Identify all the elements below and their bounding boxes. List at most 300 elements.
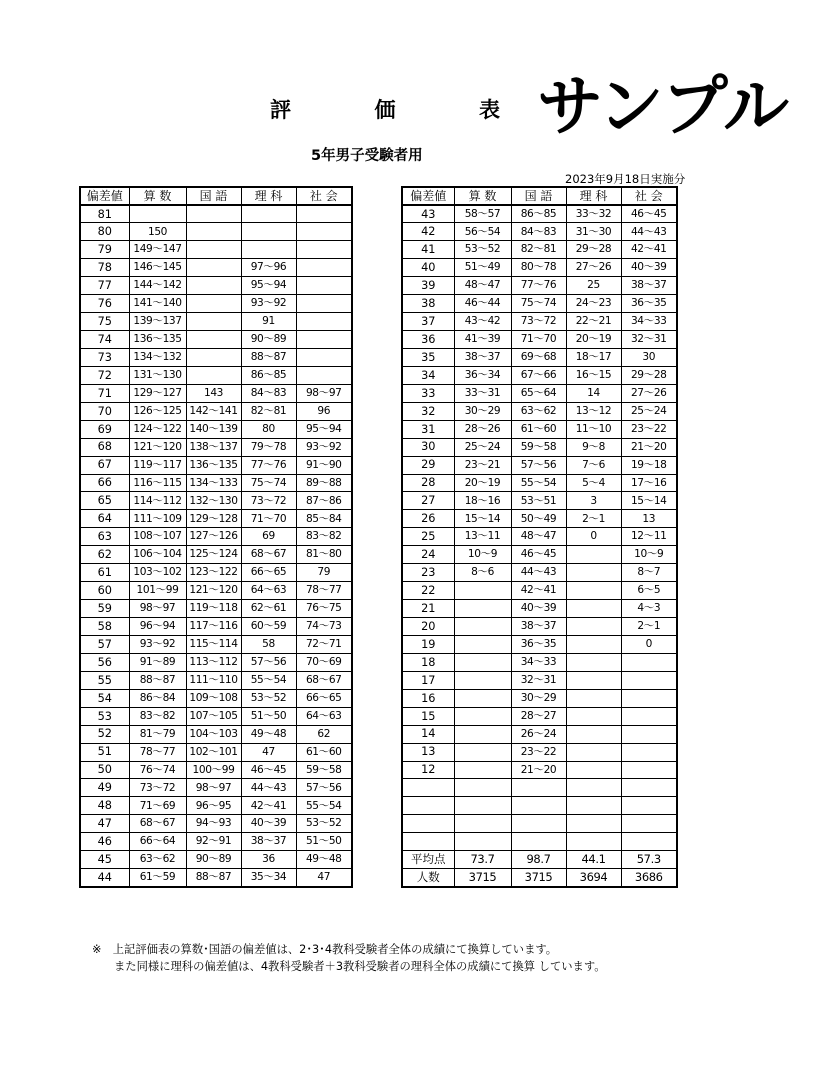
japanese-cell: 55～54 xyxy=(511,474,566,492)
table-row xyxy=(402,833,677,851)
social-cell xyxy=(621,779,677,797)
table-row xyxy=(80,833,352,851)
social-cell: 89～88 xyxy=(296,474,352,492)
deviation-cell: 50 xyxy=(80,761,129,779)
social-cell: 46～45 xyxy=(621,205,677,223)
deviation-cell: 39 xyxy=(402,277,454,295)
deviation-cell: 22 xyxy=(402,582,454,600)
deviation-cell: 63 xyxy=(80,528,129,546)
math-cell xyxy=(454,815,511,833)
science-cell xyxy=(566,779,621,797)
math-cell: 150 xyxy=(129,223,186,241)
japanese-cell: 98～97 xyxy=(186,779,241,797)
japanese-cell: 28～27 xyxy=(511,707,566,725)
science-cell xyxy=(566,671,621,689)
japanese-cell: 36～35 xyxy=(511,635,566,653)
deviation-cell: 80 xyxy=(80,223,129,241)
math-cell: 8～6 xyxy=(454,564,511,582)
social-cell: 36～35 xyxy=(621,295,677,313)
deviation-cell: 38 xyxy=(402,295,454,313)
japanese-cell: 65～64 xyxy=(511,384,566,402)
science-cell: 35～34 xyxy=(241,869,296,887)
science-cell: 86～85 xyxy=(241,366,296,384)
social-cell: 57.3 xyxy=(621,851,677,869)
japanese-cell xyxy=(186,366,241,384)
social-cell: 83～82 xyxy=(296,528,352,546)
deviation-cell: 26 xyxy=(402,510,454,528)
science-cell: 58 xyxy=(241,635,296,653)
math-cell: 91～89 xyxy=(129,653,186,671)
japanese-cell xyxy=(186,259,241,277)
math-cell: 43～42 xyxy=(454,313,511,331)
social-cell: 95～94 xyxy=(296,420,352,438)
table-row xyxy=(402,223,677,241)
science-cell: 84～83 xyxy=(241,384,296,402)
math-cell: 119～117 xyxy=(129,456,186,474)
table-row xyxy=(402,241,677,259)
japanese-cell xyxy=(186,331,241,349)
japanese-cell: 121～120 xyxy=(186,582,241,600)
deviation-cell: 78 xyxy=(80,259,129,277)
math-cell: 18～16 xyxy=(454,492,511,510)
math-cell xyxy=(454,779,511,797)
japanese-cell: 117～116 xyxy=(186,618,241,636)
table-row xyxy=(402,707,677,725)
science-cell: 40～39 xyxy=(241,815,296,833)
math-cell xyxy=(454,653,511,671)
social-cell: 32～31 xyxy=(621,331,677,349)
deviation-cell: 29 xyxy=(402,456,454,474)
japanese-cell: 86～85 xyxy=(511,205,566,223)
deviation-cell: 30 xyxy=(402,438,454,456)
japanese-cell: 73～72 xyxy=(511,313,566,331)
deviation-cell: 58 xyxy=(80,618,129,636)
deviation-cell: 55 xyxy=(80,671,129,689)
math-cell: 10～9 xyxy=(454,546,511,564)
math-cell xyxy=(454,689,511,707)
social-cell: 30 xyxy=(621,348,677,366)
sample-watermark: サンプル xyxy=(537,68,788,145)
deviation-cell: 71 xyxy=(80,384,129,402)
table-row xyxy=(80,689,352,707)
science-cell: 91 xyxy=(241,313,296,331)
table-row xyxy=(80,743,352,761)
deviation-cell: 21 xyxy=(402,600,454,618)
japanese-cell: 109～108 xyxy=(186,689,241,707)
deviation-cell: 53 xyxy=(80,707,129,725)
deviation-cell: 35 xyxy=(402,348,454,366)
japanese-cell: 77～76 xyxy=(511,277,566,295)
social-cell: 47 xyxy=(296,869,352,887)
deviation-cell: 23 xyxy=(402,564,454,582)
japanese-cell: 26～24 xyxy=(511,725,566,743)
social-cell: 27～26 xyxy=(621,384,677,402)
deviation-cell: 12 xyxy=(402,761,454,779)
science-cell: 44.1 xyxy=(566,851,621,869)
japanese-cell: 142～141 xyxy=(186,402,241,420)
japanese-cell: 134～133 xyxy=(186,474,241,492)
science-cell xyxy=(566,546,621,564)
japanese-cell: 44～43 xyxy=(511,564,566,582)
science-cell: 75～74 xyxy=(241,474,296,492)
deviation-cell: 60 xyxy=(80,582,129,600)
social-cell: 3686 xyxy=(621,869,677,887)
japanese-cell: 75～74 xyxy=(511,295,566,313)
deviation-cell: 32 xyxy=(402,402,454,420)
science-cell: 82～81 xyxy=(241,402,296,420)
deviation-cell: 47 xyxy=(80,815,129,833)
math-cell xyxy=(454,833,511,851)
math-cell: 103～102 xyxy=(129,564,186,582)
japanese-cell: 84～83 xyxy=(511,223,566,241)
japanese-cell xyxy=(511,797,566,815)
japanese-cell: 82～81 xyxy=(511,241,566,259)
math-cell: 46～44 xyxy=(454,295,511,313)
title-char: 表 xyxy=(479,98,500,122)
table-row xyxy=(402,348,677,366)
science-cell xyxy=(566,815,621,833)
social-cell: 0 xyxy=(621,635,677,653)
math-cell: 146～145 xyxy=(129,259,186,277)
social-cell xyxy=(296,348,352,366)
science-cell: 16～15 xyxy=(566,366,621,384)
social-cell: 85～84 xyxy=(296,510,352,528)
deviation-cell: 68 xyxy=(80,438,129,456)
science-cell xyxy=(566,707,621,725)
table-row xyxy=(402,779,677,797)
japanese-cell xyxy=(511,779,566,797)
math-cell: 111～109 xyxy=(129,510,186,528)
science-cell xyxy=(566,618,621,636)
table-row xyxy=(402,456,677,474)
japanese-cell: 59～58 xyxy=(511,438,566,456)
deviation-cell: 46 xyxy=(80,833,129,851)
deviation-cell: 48 xyxy=(80,797,129,815)
science-cell: 95～94 xyxy=(241,277,296,295)
social-cell: 17～16 xyxy=(621,474,677,492)
science-cell xyxy=(566,761,621,779)
science-cell: 24～23 xyxy=(566,295,621,313)
japanese-cell: 127～126 xyxy=(186,528,241,546)
math-cell xyxy=(454,618,511,636)
deviation-cell: 13 xyxy=(402,743,454,761)
deviation-cell: 52 xyxy=(80,725,129,743)
math-cell: 96～94 xyxy=(129,618,186,636)
science-cell: 13～12 xyxy=(566,402,621,420)
math-cell: 36～34 xyxy=(454,366,511,384)
science-cell: 7～6 xyxy=(566,456,621,474)
social-cell: 12～11 xyxy=(621,528,677,546)
social-cell: 55～54 xyxy=(296,797,352,815)
science-cell: 57～56 xyxy=(241,653,296,671)
table-row xyxy=(80,815,352,833)
deviation-cell: 31 xyxy=(402,420,454,438)
deviation-cell: 65 xyxy=(80,492,129,510)
table-row xyxy=(80,331,352,349)
japanese-cell: 88～87 xyxy=(186,869,241,887)
japanese-cell: 32～31 xyxy=(511,671,566,689)
table-row xyxy=(80,384,352,402)
math-cell: 81～79 xyxy=(129,725,186,743)
math-cell: 3715 xyxy=(454,869,511,887)
math-cell: 30～29 xyxy=(454,402,511,420)
subtitle: 5年男子受験者用 xyxy=(311,148,423,164)
social-cell xyxy=(621,797,677,815)
table-row xyxy=(80,618,352,636)
deviation-cell: 19 xyxy=(402,635,454,653)
table-row xyxy=(402,653,677,671)
math-cell: 41～39 xyxy=(454,331,511,349)
table-row xyxy=(80,564,352,582)
table-row xyxy=(80,366,352,384)
table-header-row xyxy=(80,187,352,205)
social-cell: 96 xyxy=(296,402,352,420)
science-cell xyxy=(566,635,621,653)
japanese-cell: 48～47 xyxy=(511,528,566,546)
japanese-cell: 113～112 xyxy=(186,653,241,671)
table-row xyxy=(80,474,352,492)
deviation-cell: 45 xyxy=(80,851,129,869)
math-cell: 114～112 xyxy=(129,492,186,510)
science-cell: 47 xyxy=(241,743,296,761)
social-cell xyxy=(621,707,677,725)
science-cell: 38～37 xyxy=(241,833,296,851)
social-cell: 19～18 xyxy=(621,456,677,474)
table-row xyxy=(80,671,352,689)
table-row xyxy=(402,438,677,456)
deviation-cell: 18 xyxy=(402,653,454,671)
deviation-cell: 15 xyxy=(402,707,454,725)
table-row xyxy=(402,671,677,689)
deviation-cell: 平均点 xyxy=(402,851,454,869)
japanese-cell: 71～70 xyxy=(511,331,566,349)
japanese-cell: 94～93 xyxy=(186,815,241,833)
deviation-cell: 74 xyxy=(80,331,129,349)
japanese-cell: 50～49 xyxy=(511,510,566,528)
social-cell: 38～37 xyxy=(621,277,677,295)
table-row xyxy=(402,815,677,833)
table-row xyxy=(402,259,677,277)
deviation-cell xyxy=(402,779,454,797)
deviation-cell: 41 xyxy=(402,241,454,259)
table-row xyxy=(402,474,677,492)
science-cell: 44～43 xyxy=(241,779,296,797)
table-row xyxy=(402,600,677,618)
table-row xyxy=(402,277,677,295)
japanese-cell: 96～95 xyxy=(186,797,241,815)
table-row xyxy=(402,295,677,313)
math-cell: 23～21 xyxy=(454,456,511,474)
table-row xyxy=(80,707,352,725)
table-row xyxy=(402,366,677,384)
deviation-cell: 79 xyxy=(80,241,129,259)
social-cell: 23～22 xyxy=(621,420,677,438)
social-cell: 57～56 xyxy=(296,779,352,797)
math-cell: 25～24 xyxy=(454,438,511,456)
japanese-cell: 30～29 xyxy=(511,689,566,707)
table-row xyxy=(80,259,352,277)
science-cell xyxy=(566,600,621,618)
social-cell xyxy=(621,743,677,761)
table-row xyxy=(402,492,677,510)
math-cell: 68～67 xyxy=(129,815,186,833)
math-cell: 28～26 xyxy=(454,420,511,438)
social-cell: 42～41 xyxy=(621,241,677,259)
japanese-cell: 23～22 xyxy=(511,743,566,761)
social-cell xyxy=(296,331,352,349)
science-cell xyxy=(566,689,621,707)
social-cell: 10～9 xyxy=(621,546,677,564)
title-char: 価 xyxy=(374,98,396,122)
social-cell: 74～73 xyxy=(296,618,352,636)
col-header-science: 理 科 xyxy=(241,187,296,205)
deviation-cell: 67 xyxy=(80,456,129,474)
japanese-cell: 63～62 xyxy=(511,402,566,420)
math-cell xyxy=(454,635,511,653)
col-header-japanese: 国 語 xyxy=(511,187,566,205)
social-cell xyxy=(296,223,352,241)
table-row xyxy=(80,797,352,815)
deviation-cell: 76 xyxy=(80,295,129,313)
japanese-cell xyxy=(186,223,241,241)
science-cell: 60～59 xyxy=(241,618,296,636)
japanese-cell: 21～20 xyxy=(511,761,566,779)
japanese-cell: 57～56 xyxy=(511,456,566,474)
science-cell: 3694 xyxy=(566,869,621,887)
social-cell: 81～80 xyxy=(296,546,352,564)
footnote-line: ※ 上記評価表の算数･国語の偏差値は、2･3･4教科受験者全体の成績にて換算しています。 xyxy=(92,943,558,956)
table-row xyxy=(80,456,352,474)
japanese-cell: 3715 xyxy=(511,869,566,887)
math-cell: 88～87 xyxy=(129,671,186,689)
deviation-cell: 20 xyxy=(402,618,454,636)
deviation-cell: 49 xyxy=(80,779,129,797)
table-row xyxy=(402,761,677,779)
deviation-cell: 75 xyxy=(80,313,129,331)
table-row xyxy=(402,582,677,600)
social-cell: 13 xyxy=(621,510,677,528)
deviation-cell: 16 xyxy=(402,689,454,707)
col-header-deviation: 偏差値 xyxy=(402,187,454,205)
deviation-cell xyxy=(402,797,454,815)
math-cell: 86～84 xyxy=(129,689,186,707)
math-cell: 73.7 xyxy=(454,851,511,869)
col-header-science: 理 科 xyxy=(566,187,621,205)
table-row xyxy=(80,313,352,331)
social-cell xyxy=(621,815,677,833)
deviation-cell xyxy=(402,833,454,851)
table-row xyxy=(80,277,352,295)
japanese-cell: 125～124 xyxy=(186,546,241,564)
deviation-cell: 64 xyxy=(80,510,129,528)
table-row xyxy=(80,851,352,869)
japanese-cell xyxy=(511,833,566,851)
table-row xyxy=(402,402,677,420)
table-row xyxy=(80,582,352,600)
social-cell xyxy=(621,761,677,779)
math-cell: 149～147 xyxy=(129,241,186,259)
math-cell: 71～69 xyxy=(129,797,186,815)
social-cell: 40～39 xyxy=(621,259,677,277)
math-cell: 20～19 xyxy=(454,474,511,492)
math-cell: 33～31 xyxy=(454,384,511,402)
social-cell xyxy=(296,277,352,295)
science-cell xyxy=(566,725,621,743)
math-cell xyxy=(129,205,186,223)
math-cell: 51～49 xyxy=(454,259,511,277)
table-row xyxy=(80,546,352,564)
japanese-cell xyxy=(186,241,241,259)
japanese-cell xyxy=(186,205,241,223)
social-cell: 4～3 xyxy=(621,600,677,618)
col-header-japanese: 国 語 xyxy=(186,187,241,205)
japanese-cell: 140～139 xyxy=(186,420,241,438)
japanese-cell: 67～66 xyxy=(511,366,566,384)
science-cell: 68～67 xyxy=(241,546,296,564)
table-row xyxy=(80,653,352,671)
math-cell: 126～125 xyxy=(129,402,186,420)
table-row xyxy=(402,546,677,564)
social-cell: 70～69 xyxy=(296,653,352,671)
deviation-cell: 81 xyxy=(80,205,129,223)
table-row xyxy=(402,384,677,402)
col-header-social: 社 会 xyxy=(621,187,677,205)
science-cell: 11～10 xyxy=(566,420,621,438)
science-cell xyxy=(241,223,296,241)
math-cell: 106～104 xyxy=(129,546,186,564)
science-cell xyxy=(566,797,621,815)
math-cell: 15～14 xyxy=(454,510,511,528)
math-cell: 144～142 xyxy=(129,277,186,295)
summary-row xyxy=(402,851,677,869)
deviation-cell xyxy=(402,815,454,833)
table-row xyxy=(402,205,677,223)
deviation-cell: 40 xyxy=(402,259,454,277)
footnote-line: また同様に理科の偏差値は、4教科受験者＋3教科受験者の理科全体の成績にて換算 しています。 xyxy=(114,960,606,973)
science-cell xyxy=(566,743,621,761)
table-row xyxy=(402,725,677,743)
math-cell: 98～97 xyxy=(129,600,186,618)
social-cell: 34～33 xyxy=(621,313,677,331)
science-cell: 71～70 xyxy=(241,510,296,528)
table-row xyxy=(402,313,677,331)
science-cell: 27～26 xyxy=(566,259,621,277)
math-cell xyxy=(454,743,511,761)
science-cell: 22～21 xyxy=(566,313,621,331)
japanese-cell: 136～135 xyxy=(186,456,241,474)
math-cell: 136～135 xyxy=(129,331,186,349)
math-cell: 38～37 xyxy=(454,348,511,366)
math-cell: 139～137 xyxy=(129,313,186,331)
science-cell: 97～96 xyxy=(241,259,296,277)
social-cell: 6～5 xyxy=(621,582,677,600)
science-cell: 53～52 xyxy=(241,689,296,707)
table-row xyxy=(80,779,352,797)
science-cell xyxy=(566,582,621,600)
math-cell xyxy=(454,797,511,815)
social-cell xyxy=(621,725,677,743)
deviation-cell: 28 xyxy=(402,474,454,492)
social-cell: 72～71 xyxy=(296,635,352,653)
table-row xyxy=(80,635,352,653)
japanese-cell xyxy=(186,348,241,366)
japanese-cell: 111～110 xyxy=(186,671,241,689)
social-cell: 51～50 xyxy=(296,833,352,851)
social-cell: 44～43 xyxy=(621,223,677,241)
japanese-cell: 123～122 xyxy=(186,564,241,582)
deviation-cell: 56 xyxy=(80,653,129,671)
col-header-deviation: 偏差値 xyxy=(80,187,129,205)
